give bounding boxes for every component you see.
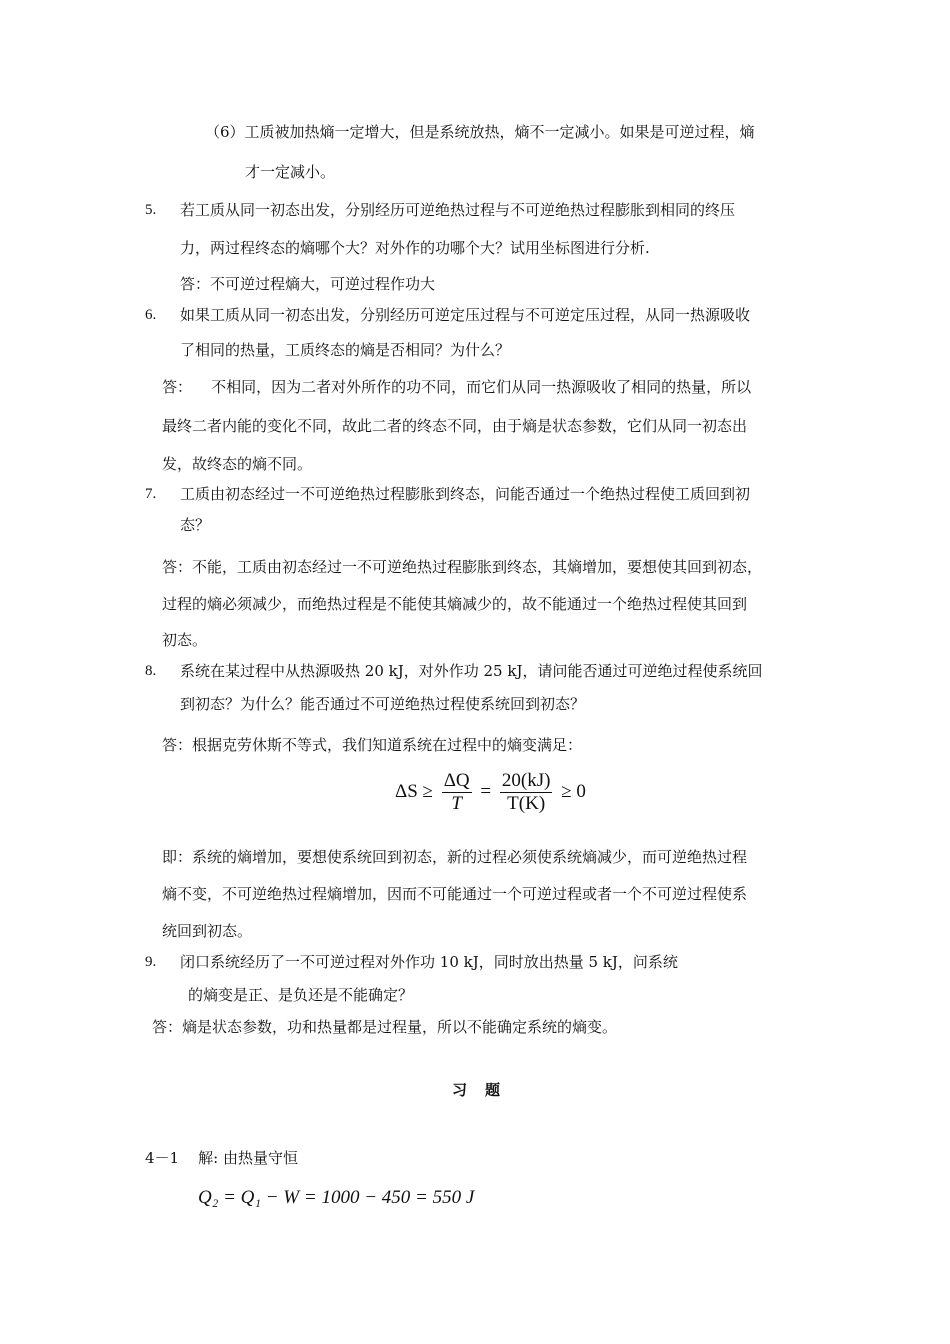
- text-line: （6）工质被加热熵一定增大，但是系统放热，熵不一定减小。如果是可逆过程，熵: [205, 123, 755, 141]
- answer-line: 统回到初态。: [162, 922, 253, 940]
- question-number: 7.: [145, 486, 157, 502]
- text-line: 才一定减小。: [245, 163, 336, 181]
- text-line: 到初态？为什么？能否通过不可逆绝热过程使系统回到初态？: [180, 695, 586, 713]
- answer-line: 答：不能，工质由初态经过一不可逆绝热过程膨胀到终态，其熵增加，要想使其回到初态，: [162, 558, 763, 576]
- answer-line: 答：熵是状态参数，功和热量都是过程量，所以不能确定系统的熵变。: [152, 1018, 618, 1036]
- eq-equals: =: [480, 780, 492, 802]
- text-line: 系统在某过程中从热源吸热 20 kJ，对外作功 25 kJ，请问能否通过可逆绝过程使系统回: [180, 662, 763, 680]
- question-number: 5.: [145, 202, 157, 218]
- answer-line: 最终二者内能的变化不同，故此二者的终态不同，由于熵是状态参数，它们从同一初态出: [162, 417, 748, 435]
- answer-line: 答： 不相同，因为二者对外所作的功不同，而它们从同一热源吸收了相同的热量，所以: [162, 378, 752, 396]
- question-number: 8.: [145, 663, 157, 679]
- text-line: 若工质从同一初态出发，分别经历可逆绝热过程与不可逆绝热过程膨胀到相同的终压: [180, 201, 736, 219]
- section-title: 习题: [452, 1081, 519, 1099]
- text-line: 闭口系统经历了一不可逆过程对外作功 10 kJ，同时放出热量 5 kJ，问系统: [180, 953, 678, 971]
- text-line: 态？: [180, 516, 211, 534]
- fraction-denominator: T: [451, 793, 462, 814]
- fraction-numerator: 20(kJ): [501, 770, 551, 791]
- text-line: 的熵变是正、是负还是不能确定？: [188, 986, 414, 1004]
- answer-line: 发，故终态的熵不同。: [162, 455, 313, 473]
- exercise-line: 4－1 解: 由热量守恒: [145, 1149, 298, 1167]
- answer-line: 过程的熵必须减少，而绝热过程是不能使其熵减少的，故不能通过一个绝热过程使其回到: [162, 595, 748, 613]
- answer-line: 熵不变，不可逆绝热过程熵增加，因而不可能通过一个可逆过程或者一个不可逆过程使系: [162, 885, 748, 903]
- eq-rhs: ≥ 0: [561, 780, 586, 802]
- entropy-inequality-equation: [395, 770, 586, 815]
- text-line: 了相同的热量，工质终态的熵是否相同？为什么？: [180, 341, 511, 359]
- answer-line: 答：根据克劳休斯不等式，我们知道系统在过程中的熵变满足：: [162, 736, 583, 754]
- fraction-dq-over-t: [442, 770, 472, 815]
- answer-line: 初态。: [162, 631, 208, 649]
- answer-line: 答：不可逆过程熵大，可逆过程作功大: [180, 275, 436, 293]
- eq-lhs: ΔS ≥: [395, 780, 433, 802]
- text-line: 如果工质从同一初态出发，分别经历可逆定压过程与不可逆定压过程，从同一热源吸收: [180, 306, 751, 324]
- fraction-20kj-over-tk: [500, 770, 553, 815]
- energy-balance-equation: Q₂ = Q₁ − W = 1000 − 450 = 550 J: [198, 1187, 475, 1208]
- fraction-numerator: ΔQ: [443, 770, 470, 791]
- text-line: 力，两过程终态的熵哪个大？对外作的功哪个大？试用坐标图进行分析.: [180, 239, 650, 257]
- question-number: 9.: [145, 954, 157, 970]
- fraction-denominator: T(K): [507, 793, 546, 814]
- text-line: 工质由初态经过一不可逆绝热过程膨胀到终态，问能否通过一个绝热过程使工质回到初: [180, 485, 751, 503]
- question-number: 6.: [145, 307, 157, 323]
- answer-line: 即：系统的熵增加，要想使系统回到初态，新的过程必须使系统熵减少，而可逆绝热过程: [162, 848, 748, 866]
